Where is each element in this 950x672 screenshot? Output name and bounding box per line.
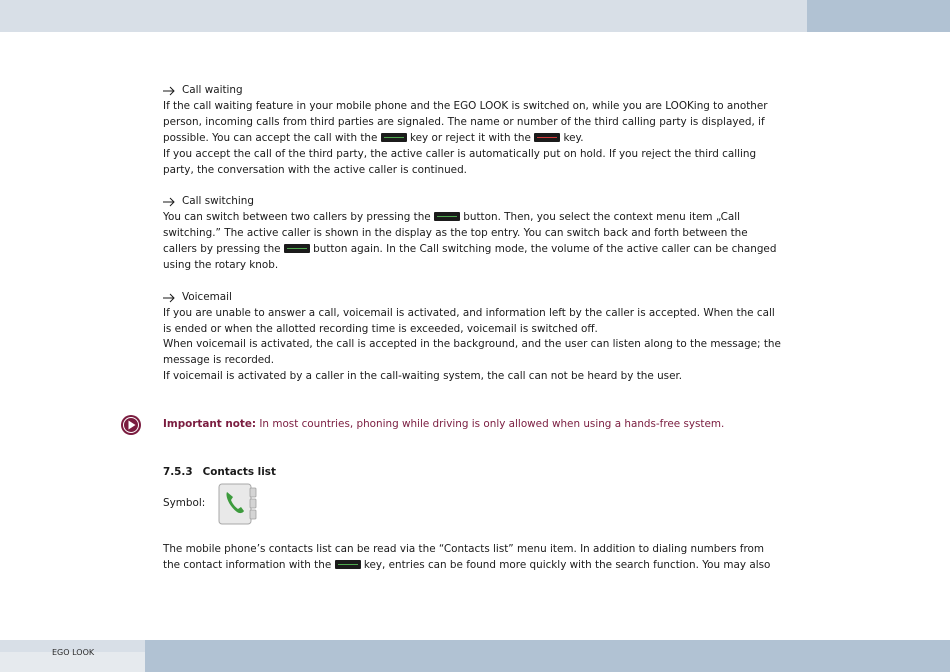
contacts-text-a: The mobile phone’s contacts list can be read via the “Contacts list” menu item. In addition to dialing numbers from the contact information with the — [163, 543, 764, 572]
green-key-icon — [335, 560, 361, 569]
contacts-heading — [163, 465, 783, 481]
call-waiting-title: Call waiting — [182, 84, 243, 96]
section-number: 7.5.3 — [163, 465, 193, 478]
arrow-right-icon — [163, 197, 176, 207]
call-switching-text-c: button again. In the Call switching mode, the volume of the active caller can be changed using the rotary knob. — [163, 243, 777, 271]
call-waiting-text-a: If the call waiting feature in your mobile phone and the EGO LOOK is switched on, while you are LOOKing to another person, incoming calls from third parties are signaled. The name or number of the third calling party is displayed, if possible. You can accept the call with the — [163, 99, 768, 144]
voicemail-title: Voicemail — [182, 290, 232, 303]
call-waiting-text-c: key. — [560, 131, 584, 144]
call-switching-text-a: You can switch between two callers by pressing the — [163, 211, 434, 224]
header-bar-accent — [807, 0, 950, 32]
red-key-icon — [534, 133, 560, 142]
manual-content — [163, 83, 783, 574]
arrow-right-icon — [163, 293, 176, 303]
play-circle-icon — [120, 414, 142, 436]
voicemail-text-3: If voicemail is activated by a caller in the call-waiting system, the call can not be heard by the user. — [163, 370, 683, 383]
note-label: Important note: — [163, 417, 257, 430]
call-switching-title: Call switching — [182, 195, 254, 208]
call-waiting-text — [163, 99, 783, 147]
arrow-right-icon — [163, 86, 176, 96]
note-text: In most countries, phoning while driving is only allowed when using a hands-free system. — [256, 417, 725, 430]
footer-label — [52, 646, 94, 652]
symbol-label: Symbol: — [163, 496, 206, 509]
voicemail-heading — [163, 290, 783, 306]
call-waiting-text-2: If you accept the call of the third party, the active caller is automatically put on hold. If you reject the third calling party, the conversation with the active caller is continued. — [163, 147, 757, 176]
contacts-text-b: key, entries can be found more quickly with the search function. You may also — [360, 559, 771, 572]
green-key-icon — [381, 133, 407, 142]
call-switching-heading — [163, 194, 783, 210]
symbol-row — [163, 481, 783, 527]
call-waiting-text-b: key or reject it with the — [406, 131, 535, 144]
green-key-icon — [284, 244, 310, 253]
green-key-icon — [434, 212, 460, 221]
call-waiting-heading — [163, 83, 783, 99]
section-title: Contacts list — [202, 465, 276, 478]
call-switching-text — [163, 210, 783, 274]
footer-bar-right — [145, 640, 950, 672]
voicemail-text-1: If you are unable to answer a call, voicemail is activated, and information left by the caller is accepted. When the call is ended or when the allotted recording time is exceeded, voicemail is switched off. — [163, 306, 775, 335]
header-bar — [0, 0, 807, 32]
contacts-text — [163, 542, 783, 574]
call-switching-text-b: button. Then, you select the context menu item „Call switching.” The active caller is shown in the display as the top entry. You can switch back and forth between the callers by pressing the — [163, 211, 748, 256]
contacts-book-icon — [217, 482, 259, 526]
important-note — [163, 417, 783, 433]
voicemail-text-2: When voicemail is activated, the call is accepted in the background, and the user can listen along to the message; the message is recorded. — [163, 338, 781, 367]
